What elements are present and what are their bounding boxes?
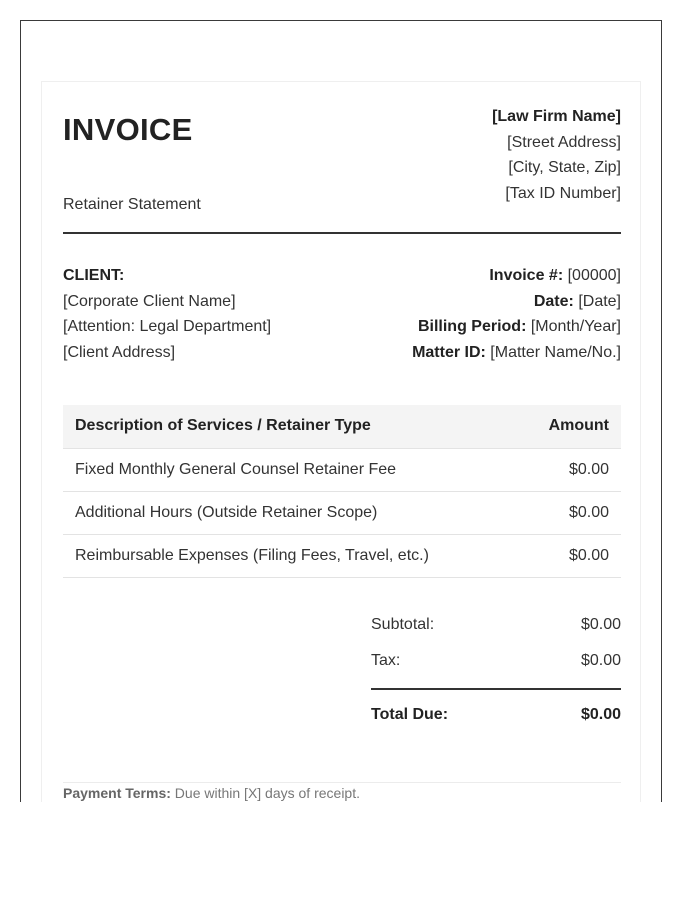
invoice-meta bbox=[63, 265, 621, 375]
client-attention: [Attention: Legal Department] bbox=[63, 318, 272, 336]
subtotal-row bbox=[371, 612, 621, 648]
invoice-number-row bbox=[412, 265, 621, 291]
firm-name: [Law Firm Name] bbox=[492, 108, 621, 125]
table-header-row bbox=[63, 405, 621, 448]
tax-row bbox=[371, 648, 621, 684]
billing-period-label: Billing Period: bbox=[417, 318, 527, 336]
services-table bbox=[63, 405, 621, 578]
date-row bbox=[412, 291, 621, 317]
row-description: Additional Hours (Outside Retainer Scope) bbox=[63, 491, 519, 534]
matter-id-label: Matter ID: bbox=[412, 344, 486, 362]
header-divider bbox=[63, 232, 621, 234]
document-page bbox=[20, 20, 662, 802]
firm-tax-id: [Tax ID Number] bbox=[505, 185, 621, 203]
table-row bbox=[63, 534, 621, 577]
matter-id-row bbox=[412, 342, 621, 368]
client-address: [Client Address] bbox=[63, 344, 176, 362]
amount-column-header: Amount bbox=[519, 405, 621, 448]
row-description: Fixed Monthly General Counsel Retainer Fee bbox=[63, 448, 519, 491]
subtotal-value: $0.00 bbox=[580, 616, 621, 633]
client-name: [Corporate Client Name] bbox=[63, 292, 236, 310]
invoice-subtitle: Retainer Statement bbox=[63, 196, 201, 213]
date-value: [Date] bbox=[578, 292, 621, 310]
payment-terms-text: Due within [X] days of receipt. bbox=[170, 785, 360, 801]
invoice-details bbox=[412, 265, 621, 368]
matter-id-value: [Matter Name/No.] bbox=[490, 344, 621, 362]
total-due-value: $0.00 bbox=[580, 706, 621, 723]
invoice-sheet bbox=[41, 81, 641, 802]
invoice-title: INVOICE bbox=[63, 112, 193, 147]
invoice-number-value: [00000] bbox=[567, 267, 621, 284]
footer-divider bbox=[63, 782, 621, 783]
total-due-label: Total Due: bbox=[371, 706, 449, 723]
total-due-row bbox=[371, 688, 621, 738]
subtotal-label: Subtotal: bbox=[371, 616, 435, 633]
description-column-header: Description of Services / Retainer Type bbox=[63, 405, 519, 448]
row-amount: $0.00 bbox=[519, 448, 621, 491]
firm-info bbox=[492, 106, 621, 209]
date-label: Date: bbox=[533, 292, 574, 310]
tax-label: Tax: bbox=[371, 652, 401, 669]
row-amount: $0.00 bbox=[519, 491, 621, 534]
tax-value: $0.00 bbox=[580, 652, 621, 669]
payment-terms bbox=[63, 785, 360, 801]
totals-block bbox=[371, 612, 621, 738]
firm-street: [Street Address] bbox=[507, 133, 621, 151]
row-description: Reimbursable Expenses (Filing Fees, Travel, etc.) bbox=[63, 534, 519, 577]
invoice-header bbox=[63, 104, 621, 213]
table-row bbox=[63, 491, 621, 534]
row-amount: $0.00 bbox=[519, 534, 621, 577]
billing-period-row bbox=[412, 316, 621, 342]
client-block bbox=[63, 265, 271, 368]
client-label: CLIENT: bbox=[63, 267, 125, 284]
billing-period-value: [Month/Year] bbox=[530, 318, 621, 336]
table-row bbox=[63, 448, 621, 491]
invoice-number-label: Invoice #: bbox=[489, 267, 564, 284]
firm-city: [City, State, Zip] bbox=[508, 159, 621, 177]
payment-terms-label: Payment Terms: bbox=[63, 785, 171, 801]
